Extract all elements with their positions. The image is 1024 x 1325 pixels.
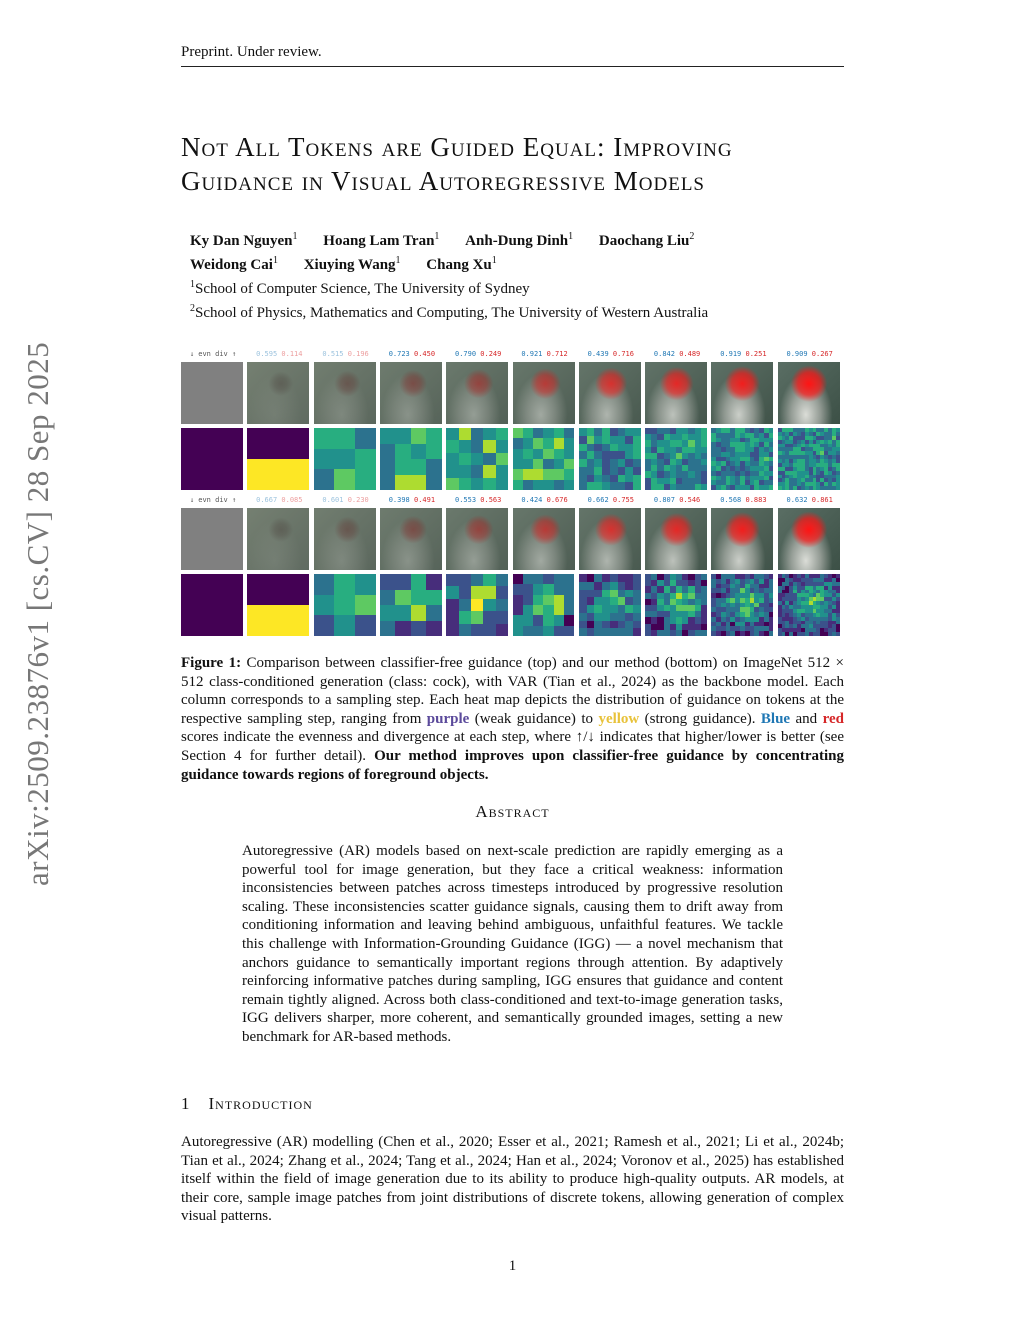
divergence-score: 0.755	[608, 496, 634, 504]
guidance-heatmap	[380, 574, 442, 636]
guidance-heatmap	[181, 574, 243, 636]
divergence-score: 0.883	[741, 496, 767, 504]
sample-image	[778, 362, 840, 424]
divergence-score: 0.251	[741, 350, 767, 358]
guidance-heatmap	[645, 574, 707, 636]
sample-image	[247, 362, 309, 424]
divergence-score: 0.450	[409, 350, 436, 358]
divergence-score: 0.267	[807, 350, 833, 358]
divergence-score: 0.712	[542, 350, 568, 358]
sample-image	[645, 508, 707, 570]
step-score	[446, 496, 510, 504]
section-heading	[181, 1094, 313, 1114]
divergence-score: 0.249	[476, 350, 502, 358]
step-score	[247, 496, 311, 504]
evenness-score: 0.919	[720, 350, 742, 358]
step-score	[711, 496, 775, 504]
bottom-image-row	[181, 508, 844, 571]
evenness-score: 0.662	[587, 496, 609, 504]
guidance-heatmap	[314, 428, 376, 490]
sample-image	[579, 508, 641, 570]
evenness-score: 0.667	[256, 496, 278, 504]
divergence-score: 0.114	[277, 350, 303, 358]
affiliation-2: $^2$School of Physics, Mathematics and Computing, The University of Western Australia	[190, 303, 709, 321]
guidance-heatmap	[513, 574, 575, 636]
figure-caption: Figure 1: Comparison between classifier-free guidance (top) and our method (bottom) on ImageNet 512 × 512 class-conditioned generation (class: cock), with VAR (Tian et al., 2024) as the backbone model. Each column corresponds to a sampling step. Each heat map depicts the distribution of guidance on tokens at the respective sampling step, ranging from purple (weak guidance) to yellow (strong guidance). Blue and red scores indicate the evenness and divergence at each step, where ↑/↓ indicates that higher/lower is better (see Section 4 for further detail). Our method improves upon classifier-free guidance by concentrating guidance towards regions of foreground objects.	[181, 655, 845, 783]
evenness-score: 0.515	[322, 350, 344, 358]
divergence-score: 0.489	[674, 350, 701, 358]
step-score	[513, 496, 577, 504]
sample-image	[446, 508, 508, 570]
caption-bold-claim: Our method improves upon classifier-free guidance by concentrating guidance towards regions of foreground objects.	[181, 747, 845, 783]
evenness-score: 0.601	[322, 496, 344, 504]
evenness-score: 0.398	[388, 496, 410, 504]
author-name: Ky Dan Nguyen$^1$	[190, 231, 298, 249]
divergence-score: 0.196	[343, 350, 369, 358]
section-title: Introduction	[208, 1094, 313, 1113]
guidance-heatmap	[181, 428, 243, 490]
evenness-score: 0.424	[521, 496, 543, 504]
guidance-heatmap	[711, 428, 773, 490]
title-line-2: Guidance in Visual Autoregressive Models	[181, 166, 705, 196]
evenness-score: 0.909	[786, 350, 808, 358]
guidance-heatmap	[247, 428, 309, 490]
evenness-score: 0.790	[455, 350, 477, 358]
sample-image	[579, 362, 641, 424]
guidance-heatmap	[579, 428, 641, 490]
author-line-1	[190, 227, 850, 251]
bottom-score-row	[181, 494, 844, 508]
author-name: Chang Xu$^1$	[426, 255, 497, 273]
divergence-score: 0.230	[343, 496, 369, 504]
affiliation-1: $^1$School of Computer Science, The University of Sydney	[190, 279, 530, 297]
divergence-score: 0.676	[542, 496, 568, 504]
divergence-score: 0.546	[674, 496, 701, 504]
guidance-heatmap	[446, 574, 508, 636]
author-list	[190, 227, 850, 275]
sample-image	[711, 362, 773, 424]
step-score	[579, 496, 643, 504]
divergence-score: 0.085	[277, 496, 303, 504]
abstract-body: Autoregressive (AR) models based on next-scale prediction are rapidly emerging as a powerful tool for image generation, but they face a critical weakness: information inconsistencies between patches across timesteps introduced by progressive resolution scaling. These inconsistencies scatter guidance signals, causing them to drift away from conditioning information and leaving behind ambiguous, unfaithful features. We tackle this challenge with Information-Grounding Guidance (IGG) — a novel mechanism that anchors guidance to semantically important regions through attention. By adaptively reinforcing informative patches during sampling, IGG ensures that guidance and content remain tightly aligned. Across both class-conditioned and text-to-image generation tasks, IGG delivers sharper, more coherent, and semantically grounded images, setting a new benchmark for AR-based methods.	[242, 843, 783, 1045]
sample-image	[380, 362, 442, 424]
guidance-heatmap	[645, 428, 707, 490]
figure-1	[181, 348, 844, 640]
step-score	[778, 350, 842, 358]
top-score-row	[181, 348, 844, 362]
guidance-heatmap	[247, 574, 309, 636]
page-number: 1	[508, 1258, 517, 1274]
step-score	[446, 350, 510, 358]
sample-image	[513, 362, 575, 424]
divergence-score: 0.563	[476, 496, 502, 504]
caption-blue: Blue	[760, 710, 791, 727]
author-name: Hoang Lam Tran$^1$	[323, 231, 440, 249]
evenness-score: 0.439	[587, 350, 609, 358]
evenness-score: 0.842	[653, 350, 675, 358]
divergence-score: 0.716	[608, 350, 634, 358]
paper-title	[181, 130, 851, 198]
sample-image	[181, 508, 243, 570]
step-score	[645, 350, 709, 358]
guidance-heatmap	[314, 574, 376, 636]
author-name: Xiuying Wang$^1$	[303, 255, 401, 273]
section-number: 1	[181, 1094, 191, 1113]
sample-image	[711, 508, 773, 570]
sample-image	[513, 508, 575, 570]
guidance-heatmap	[446, 428, 508, 490]
author-name: Daochang Liu$^2$	[598, 231, 695, 249]
caption-red: red	[822, 710, 844, 727]
sample-image	[247, 508, 309, 570]
introduction-body: Autoregressive (AR) modelling (Chen et al., 2020; Esser et al., 2021; Ramesh et al., 2021; Li et al., 2024b; Tian et al., 2024; Zhang et al., 2024; Tang et al., 2024; Han et al., 2024; Voronov et al., 2025) has established itself within the field of image generation due to its ability to produce high-quality outputs. AR models, at their core, sample image patches from joint distributions of discrete tokens, allowing generation of complex visual patterns.	[181, 1134, 844, 1225]
divergence-score: 0.491	[409, 496, 436, 504]
guidance-heatmap	[711, 574, 773, 636]
step-score	[579, 350, 643, 358]
caption-yellow: yellow	[598, 710, 640, 727]
evenness-score: 0.632	[786, 496, 808, 504]
guidance-heatmap	[513, 428, 575, 490]
author-block	[190, 227, 850, 323]
sample-image	[446, 362, 508, 424]
bottom-heatmap-row	[181, 574, 844, 637]
guidance-heatmap	[778, 428, 840, 490]
caption-label: Figure 1:	[181, 655, 242, 671]
step-score	[778, 496, 842, 504]
score-legend: ↓ evn div ↑	[189, 350, 237, 358]
evenness-score: 0.921	[521, 350, 543, 358]
step-score	[711, 350, 775, 358]
sample-image	[314, 362, 376, 424]
divergence-score: 0.861	[807, 496, 833, 504]
sample-image	[181, 362, 243, 424]
evenness-score: 0.595	[256, 350, 278, 358]
abstract-heading: Abstract	[475, 802, 550, 821]
step-score	[513, 350, 577, 358]
author-name: Weidong Cai$^1$	[190, 255, 278, 273]
sample-image	[645, 362, 707, 424]
step-score	[247, 350, 311, 358]
step-score	[380, 350, 444, 358]
evenness-score: 0.553	[455, 496, 477, 504]
title-line-1: Not All Tokens are Guided Equal: Improving	[181, 132, 733, 162]
sample-image	[380, 508, 442, 570]
running-header: Preprint. Under review.	[181, 44, 322, 60]
score-legend: ↓ evn div ↑	[189, 496, 237, 504]
sample-image	[314, 508, 376, 570]
top-image-row	[181, 362, 844, 425]
evenness-score: 0.723	[388, 350, 410, 358]
step-score	[314, 350, 378, 358]
top-heatmap-row	[181, 428, 844, 491]
evenness-score: 0.807	[653, 496, 675, 504]
step-score	[645, 496, 709, 504]
header-rule	[181, 66, 844, 67]
step-score	[314, 496, 378, 504]
arxiv-stamp: arXiv:2509.23876v1 [cs.CV] 28 Sep 2025	[20, 341, 55, 886]
caption-purple: purple	[426, 710, 470, 727]
guidance-heatmap	[579, 574, 641, 636]
author-name: Anh-Dung Dinh$^1$	[465, 231, 574, 249]
author-line-2	[190, 251, 850, 275]
guidance-heatmap	[778, 574, 840, 636]
evenness-score: 0.568	[720, 496, 742, 504]
sample-image	[778, 508, 840, 570]
guidance-heatmap	[380, 428, 442, 490]
step-score	[380, 496, 444, 504]
